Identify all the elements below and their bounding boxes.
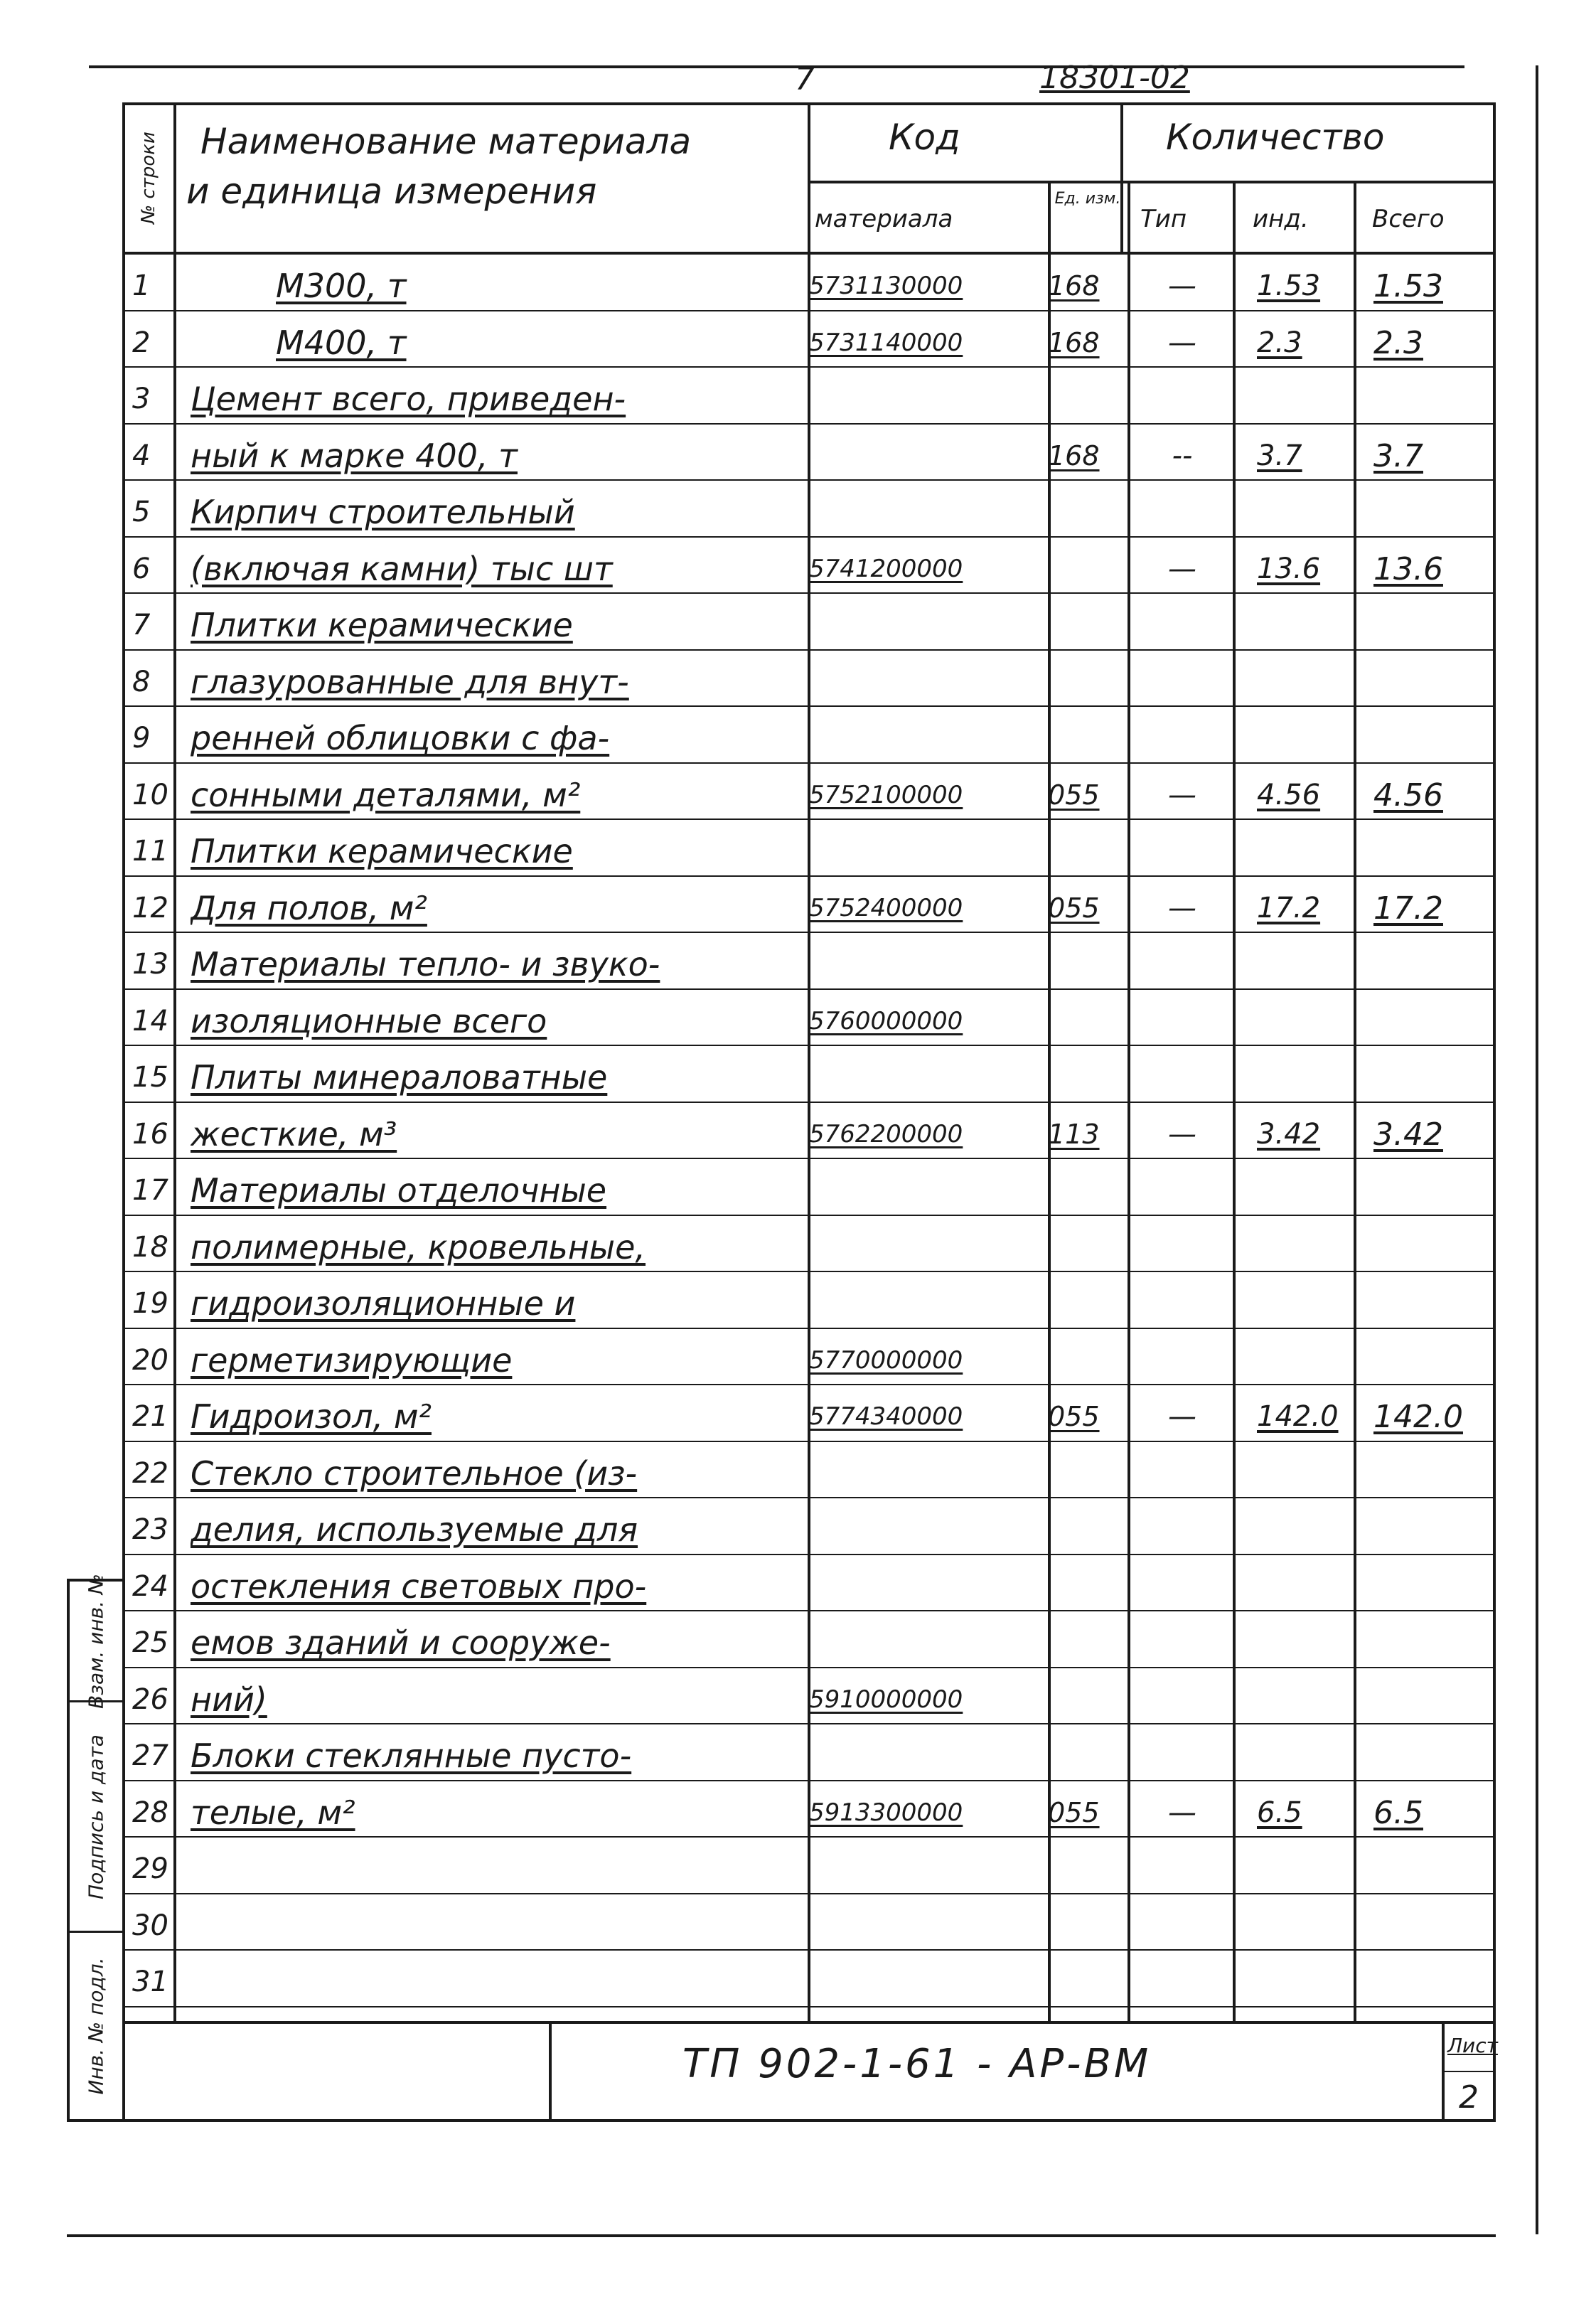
table-row [122, 1498, 1496, 1555]
material-name: Для полов, м² [191, 888, 427, 927]
table-row [122, 1329, 1496, 1386]
quantity-total [1373, 481, 1487, 538]
quantity-total [1373, 1894, 1487, 1951]
quantity-total [1373, 1329, 1487, 1386]
quantity-tip: — [1168, 1796, 1196, 1829]
unit-code [1048, 1046, 1119, 1103]
name-header-line2: и единица измерения [186, 171, 597, 212]
quantity-total [1373, 933, 1487, 990]
table-row [122, 877, 1496, 934]
unit-code: 055 [1048, 779, 1100, 811]
row-number: 16 [132, 1117, 168, 1151]
table-row [122, 1216, 1496, 1273]
quantity-ind [1257, 1329, 1356, 1386]
material-name: телые, м² [191, 1793, 355, 1832]
quantity-ind [1257, 594, 1356, 651]
material-code [809, 594, 1034, 651]
quantity-ind [1257, 1046, 1356, 1103]
table-row [122, 820, 1496, 877]
quantity-ind [1257, 1838, 1356, 1894]
material-code [809, 1724, 1034, 1781]
ind-subheader: инд. [1253, 205, 1309, 233]
quantity-tip [1136, 1611, 1228, 1668]
unit-code [1048, 820, 1119, 877]
quantity-tip [1136, 707, 1228, 764]
row-number: 31 [132, 1966, 168, 1998]
material-name: жесткие, м³ [191, 1114, 397, 1153]
table-row [122, 1555, 1496, 1612]
quantity-ind [1257, 1442, 1356, 1499]
stamp-signature-date: Подпись и дата [84, 1734, 108, 1899]
unit-code [1048, 538, 1119, 594]
quantity-tip: — [1168, 326, 1196, 359]
quantity-tip [1136, 481, 1228, 538]
quantity-total: 3.7 [1373, 437, 1423, 474]
unit-code [1048, 707, 1119, 764]
unit-code [1048, 933, 1119, 990]
material-code: 5910000000 [809, 1685, 963, 1714]
quantity-ind [1257, 990, 1356, 1047]
table-row [122, 1611, 1496, 1668]
unit-code: 168 [1048, 439, 1100, 471]
quantity-tip: — [1168, 552, 1196, 585]
unit-code [1048, 1838, 1119, 1894]
name-header-line1: Наименование материала [200, 121, 692, 162]
unit-code [1048, 1555, 1119, 1612]
table-row [122, 1894, 1496, 1951]
material-name: ренней облицовки с фа- [191, 719, 610, 757]
row-number: 15 [132, 1061, 168, 1094]
quantity-tip: — [1168, 1117, 1196, 1151]
quantity-ind: 3.42 [1257, 1117, 1321, 1151]
quantity-total [1373, 1611, 1487, 1668]
material-name: остекления световых про- [191, 1567, 647, 1606]
unit-subheader: Ед. изм. [1054, 190, 1121, 208]
row-number: 2 [132, 326, 151, 359]
material-name: М400, т [276, 323, 407, 362]
quantity-ind: 1.53 [1257, 270, 1321, 302]
quantity-total [1373, 1272, 1487, 1329]
quantity-total [1373, 1555, 1487, 1612]
quantity-tip [1136, 1442, 1228, 1499]
quantity-tip: — [1168, 778, 1196, 811]
quantity-ind [1257, 1216, 1356, 1273]
row-number: 11 [132, 835, 168, 868]
quantity-total: 6.5 [1373, 1794, 1423, 1831]
stamp-inv-original: Инв. № подл. [84, 1957, 108, 2095]
table-row [122, 1781, 1496, 1838]
quantity-tip: — [1168, 270, 1196, 302]
quantity-tip [1136, 1555, 1228, 1612]
top-border-line [89, 65, 1464, 68]
row-number: 7 [132, 609, 151, 641]
row-number: 20 [132, 1343, 168, 1377]
material-name: ний) [191, 1680, 267, 1719]
quantity-tip: — [1168, 891, 1196, 924]
unit-code [1048, 1611, 1119, 1668]
material-code [809, 1894, 1034, 1951]
quantity-tip [1136, 1724, 1228, 1781]
table-row [122, 594, 1496, 651]
quantity-total [1373, 1838, 1487, 1894]
unit-code [1048, 1951, 1119, 2007]
quantity-ind [1257, 933, 1356, 990]
row-number: 27 [132, 1739, 168, 1772]
material-name: Блоки стеклянные пусто- [191, 1737, 632, 1775]
material-code [809, 1046, 1034, 1103]
quantity-tip [1136, 1951, 1228, 2007]
table-row [122, 1951, 1496, 2007]
quantity-total [1373, 1442, 1487, 1499]
quantity-ind [1257, 651, 1356, 708]
quantity-ind [1257, 707, 1356, 764]
row-number-header: № строки [138, 132, 159, 224]
unit-code [1048, 1894, 1119, 1951]
table-row [122, 764, 1496, 821]
quantity-ind [1257, 1272, 1356, 1329]
quantity-ind [1257, 481, 1356, 538]
row-divider [122, 2006, 1496, 2007]
material-name: Кирпич строительный [191, 493, 575, 531]
material-name: Плитки керамические [191, 832, 573, 870]
quantity-tip [1136, 1498, 1228, 1555]
quantity-total [1373, 1668, 1487, 1725]
table-row [122, 1838, 1496, 1894]
material-name: ный к марке 400, т [191, 436, 518, 475]
sheet-number: 2 [1459, 2079, 1479, 2116]
material-name: сонными деталями, м² [191, 775, 581, 814]
quantity-total [1373, 707, 1487, 764]
row-number: 22 [132, 1456, 168, 1490]
row-number: 5 [132, 496, 151, 528]
quantity-tip [1136, 1329, 1228, 1386]
page-number-top: 7 [795, 61, 815, 97]
material-code: 5770000000 [809, 1345, 963, 1375]
right-border-line [1536, 65, 1538, 2234]
row-number: 26 [132, 1683, 168, 1716]
quantity-total: 2.3 [1373, 324, 1423, 361]
quantity-ind [1257, 368, 1356, 425]
table-row [122, 990, 1496, 1047]
quantity-total [1373, 594, 1487, 651]
unit-code [1048, 1668, 1119, 1725]
material-subheader: материала [815, 205, 953, 233]
quantity-tip [1136, 820, 1228, 877]
material-code [809, 1611, 1034, 1668]
quantity-tip [1136, 368, 1228, 425]
sheet-label: Лист [1447, 2034, 1498, 2057]
row-number: 29 [132, 1852, 168, 1885]
material-name: Гидроизол, м² [191, 1397, 432, 1436]
table-row [122, 1159, 1496, 1216]
unit-code: 168 [1048, 326, 1100, 358]
quantity-ind: 2.3 [1257, 326, 1302, 359]
material-code [809, 368, 1034, 425]
quantity-ind [1257, 1611, 1356, 1668]
quantity-total [1373, 368, 1487, 425]
quantity-tip [1136, 1272, 1228, 1329]
unit-code [1048, 1724, 1119, 1781]
quantity-ind [1257, 1668, 1356, 1725]
quantity-total: 4.56 [1373, 777, 1443, 814]
table-row [122, 933, 1496, 990]
quantity-ind: 17.2 [1257, 891, 1321, 924]
material-code: 5752100000 [809, 780, 963, 809]
row-number: 9 [132, 722, 151, 754]
quantity-total [1373, 1216, 1487, 1273]
quantity-tip [1136, 1216, 1228, 1273]
material-code [809, 1555, 1034, 1612]
quantity-total: 13.6 [1373, 550, 1443, 587]
material-name: изоляционные всего [191, 1001, 547, 1040]
table-row [122, 1442, 1496, 1499]
quantity-ind: 4.56 [1257, 778, 1321, 811]
quantity-total [1373, 651, 1487, 708]
material-code: 5913300000 [809, 1798, 963, 1827]
material-name: Плитки керамические [191, 606, 573, 644]
table-row [122, 651, 1496, 708]
unit-code: 055 [1048, 892, 1100, 924]
unit-code: 055 [1048, 1796, 1100, 1828]
row-number: 13 [132, 948, 168, 981]
material-name: герметизирующие [191, 1340, 513, 1380]
material-name: Плиты минераловатные [191, 1058, 608, 1097]
row-number: 30 [132, 1909, 168, 1942]
unit-code [1048, 1442, 1119, 1499]
table-row [122, 368, 1496, 425]
material-code: 5731140000 [809, 328, 963, 357]
unit-code [1048, 1159, 1119, 1216]
vsego-subheader: Всего [1372, 205, 1445, 233]
quantity-tip [1136, 594, 1228, 651]
quantity-tip [1136, 1838, 1228, 1894]
row-number: 25 [132, 1626, 168, 1659]
row-number: 3 [132, 383, 151, 415]
code-header: Код [889, 117, 960, 158]
material-code: 5731130000 [809, 272, 963, 300]
quantity-total [1373, 1951, 1487, 2007]
material-code [809, 1216, 1034, 1273]
quantity-ind [1257, 1951, 1356, 2007]
material-code [809, 1442, 1034, 1499]
quantity-total [1373, 1159, 1487, 1216]
doc-code-top: 18301-02 [1039, 60, 1190, 96]
table-row [122, 1046, 1496, 1103]
quantity-total [1373, 1046, 1487, 1103]
quantity-header: Количество [1166, 117, 1385, 158]
quantity-ind [1257, 1894, 1356, 1951]
material-code: 5762200000 [809, 1119, 963, 1148]
row-number: 17 [132, 1174, 168, 1207]
material-name: емов зданий и сооруже- [191, 1623, 611, 1662]
row-number: 4 [132, 439, 151, 472]
row-number: 1 [132, 270, 151, 302]
row-number: 18 [132, 1230, 168, 1264]
row-number: 12 [132, 891, 168, 924]
unit-code [1048, 990, 1119, 1047]
quantity-total [1373, 1498, 1487, 1555]
unit-code [1048, 1216, 1119, 1273]
row-number: 6 [132, 552, 151, 585]
row-number: 24 [132, 1569, 168, 1603]
table-row [122, 538, 1496, 594]
material-name: глазурованные для внут- [191, 662, 629, 701]
row-number: 19 [132, 1287, 168, 1320]
side-stamp [67, 1573, 125, 2122]
material-name: делия, используемые для [191, 1510, 638, 1549]
table-row [122, 311, 1496, 368]
unit-code [1048, 481, 1119, 538]
unit-code: 168 [1048, 270, 1100, 302]
table-row [122, 255, 1496, 311]
table-row [122, 1103, 1496, 1160]
quantity-tip [1136, 990, 1228, 1047]
quantity-tip [1136, 1046, 1228, 1103]
table-row [122, 707, 1496, 764]
material-name: Стекло строительное (из- [191, 1454, 638, 1493]
material-code: 5752400000 [809, 893, 963, 922]
material-name: Материалы отделочные [191, 1171, 607, 1210]
table-row [122, 1668, 1496, 1725]
quantity-tip [1136, 1894, 1228, 1951]
material-code: 5774340000 [809, 1402, 963, 1431]
material-name: М300, т [276, 267, 407, 305]
row-number: 28 [132, 1796, 168, 1829]
material-name: Материалы тепло- и звуко- [191, 945, 660, 983]
quantity-ind [1257, 1159, 1356, 1216]
quantity-tip [1136, 1668, 1228, 1725]
material-code: 5741200000 [809, 554, 963, 583]
quantity-total: 1.53 [1373, 268, 1443, 304]
material-name: (включая камни) тыс шт [191, 549, 613, 588]
quantity-ind: 3.7 [1257, 439, 1302, 472]
material-name: гидроизоляционные и [191, 1284, 576, 1323]
material-code [809, 820, 1034, 877]
material-code [809, 1272, 1034, 1329]
material-code [809, 707, 1034, 764]
table-row [122, 1724, 1496, 1781]
table-row [122, 425, 1496, 481]
material-code [809, 651, 1034, 708]
row-number: 23 [132, 1513, 168, 1546]
quantity-total: 142.0 [1373, 1399, 1463, 1435]
material-code [809, 1159, 1034, 1216]
row-number: 8 [132, 665, 151, 698]
unit-code: 113 [1048, 1118, 1100, 1150]
quantity-total [1373, 1724, 1487, 1781]
material-code [809, 933, 1034, 990]
table-row [122, 481, 1496, 538]
quantity-tip [1136, 651, 1228, 708]
quantity-ind: 13.6 [1257, 552, 1321, 585]
material-code: 5760000000 [809, 1006, 963, 1035]
material-code [809, 1838, 1034, 1894]
quantity-tip: — [1168, 1400, 1196, 1433]
quantity-total: 17.2 [1373, 890, 1443, 927]
quantity-ind: 142.0 [1257, 1400, 1339, 1433]
table-row [122, 1385, 1496, 1442]
material-code [809, 481, 1034, 538]
material-name: Цемент всего, приведен- [191, 380, 626, 418]
material-name: полимерные, кровельные, [191, 1227, 646, 1267]
quantity-total [1373, 990, 1487, 1047]
bottom-border-line [67, 2234, 1496, 2237]
row-number: 14 [132, 1004, 168, 1038]
table-row [122, 1272, 1496, 1329]
quantity-ind [1257, 820, 1356, 877]
quantity-tip: -- [1172, 439, 1193, 472]
quantity-tip [1136, 1159, 1228, 1216]
quantity-total [1373, 820, 1487, 877]
unit-code [1048, 368, 1119, 425]
unit-code [1048, 1329, 1119, 1386]
row-number: 21 [132, 1400, 168, 1433]
document-title: ТП 902-1-61 - АР-ВМ [682, 2041, 1152, 2087]
quantity-ind [1257, 1555, 1356, 1612]
unit-code [1048, 594, 1119, 651]
row-number: 10 [132, 778, 168, 811]
quantity-ind: 6.5 [1257, 1796, 1302, 1829]
unit-code: 055 [1048, 1401, 1100, 1432]
quantity-total: 3.42 [1373, 1116, 1443, 1153]
unit-code [1048, 1272, 1119, 1329]
unit-code [1048, 651, 1119, 708]
material-code [809, 1951, 1034, 2007]
tip-subheader: Тип [1140, 205, 1187, 233]
material-code [809, 1498, 1034, 1555]
stamp-replaces-inv: Взам. инв. № [84, 1573, 108, 1709]
material-code [809, 425, 1034, 481]
quantity-ind [1257, 1498, 1356, 1555]
unit-code [1048, 1498, 1119, 1555]
quantity-ind [1257, 1724, 1356, 1781]
quantity-tip [1136, 933, 1228, 990]
